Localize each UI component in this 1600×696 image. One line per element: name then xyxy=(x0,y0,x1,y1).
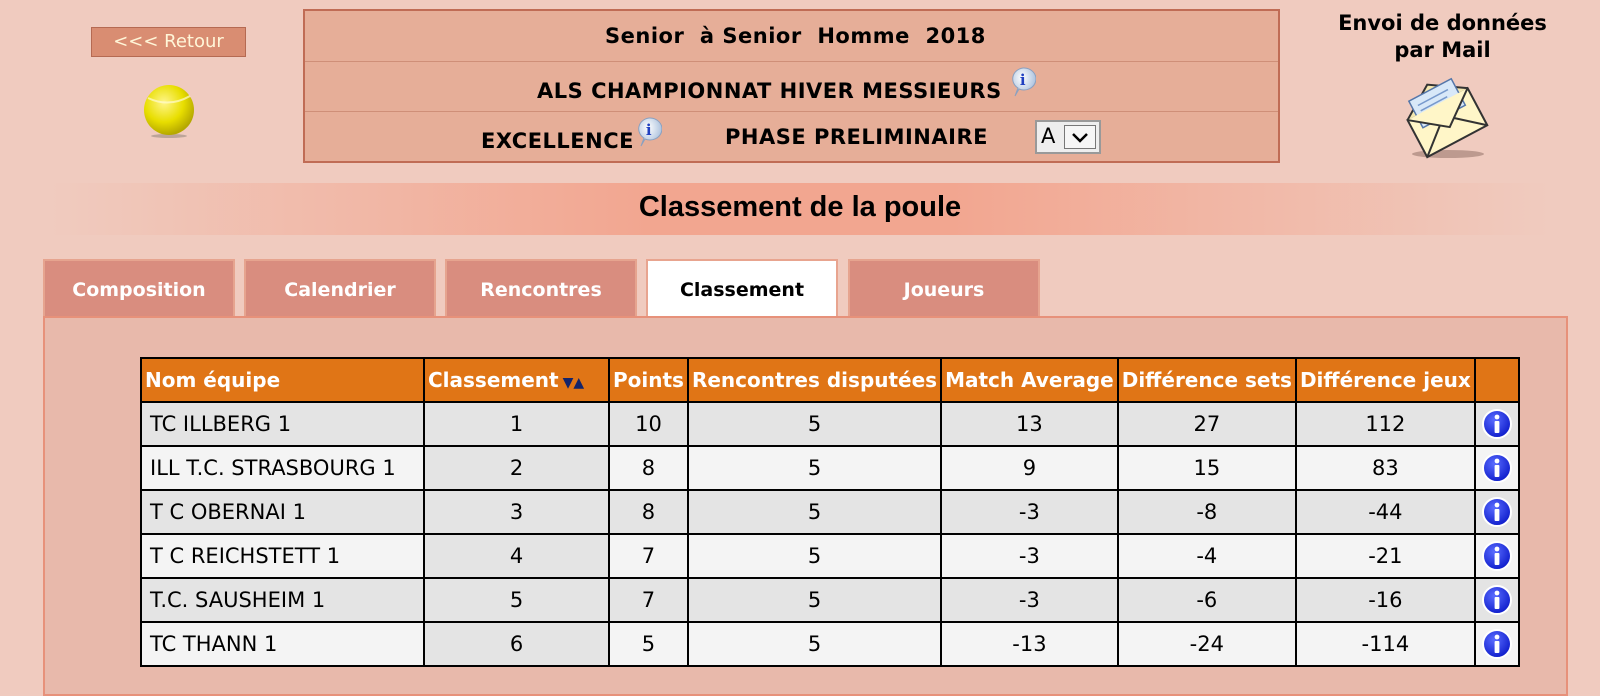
cell-rank: 2 xyxy=(424,446,609,490)
cell-average: -3 xyxy=(941,534,1118,578)
cell-played: 5 xyxy=(688,622,941,666)
cell-games: -44 xyxy=(1296,490,1475,534)
cell-average: -13 xyxy=(941,622,1118,666)
cell-info xyxy=(1475,490,1519,534)
poule-select-value: A xyxy=(1041,124,1056,148)
competition-header xyxy=(303,9,1280,163)
mail-title-line1: Envoi de données xyxy=(1338,11,1547,35)
cell-rank: 3 xyxy=(424,490,609,534)
column-header-sets xyxy=(1118,358,1296,402)
cell-points: 7 xyxy=(609,578,688,622)
column-header-points xyxy=(609,358,688,402)
tab-calendrier[interactable]: Calendrier xyxy=(244,259,436,317)
column-header-games-label: Différence jeux xyxy=(1299,368,1471,392)
column-header-team-label: Nom équipe xyxy=(145,368,281,392)
cell-info xyxy=(1475,534,1519,578)
column-header-games xyxy=(1296,358,1475,402)
header-row-championship xyxy=(305,61,1278,112)
cell-team: TC ILLBERG 1 xyxy=(141,402,424,446)
column-header-team[interactable] xyxy=(141,358,424,402)
table-row xyxy=(141,402,1519,446)
envelope-icon[interactable] xyxy=(1400,72,1492,160)
cell-average: -3 xyxy=(941,578,1118,622)
info-icon[interactable] xyxy=(1481,496,1513,528)
phase-label: PHASE PRELIMINAIRE xyxy=(725,125,988,149)
tab-joueurs[interactable]: Joueurs xyxy=(848,259,1040,317)
column-header-average-label: Match Average xyxy=(945,368,1114,392)
cell-team: T C OBERNAI 1 xyxy=(141,490,424,534)
section-banner xyxy=(50,183,1550,235)
cell-info xyxy=(1475,402,1519,446)
info-icon[interactable] xyxy=(1481,628,1513,660)
tab-rencontres[interactable]: Rencontres xyxy=(445,259,637,317)
cell-rank: 1 xyxy=(424,402,609,446)
svg-text:i: i xyxy=(645,121,653,139)
standings-table xyxy=(140,357,1520,667)
cell-played: 5 xyxy=(688,402,941,446)
column-header-played-label: Rencontres disputées xyxy=(691,368,938,392)
mail-title-line2: par Mail xyxy=(1394,38,1491,62)
cell-info xyxy=(1475,622,1519,666)
column-header-info xyxy=(1475,358,1519,402)
cell-team: TC THANN 1 xyxy=(141,622,424,666)
info-icon[interactable] xyxy=(636,117,662,147)
cell-sets: -24 xyxy=(1118,622,1296,666)
cell-points: 10 xyxy=(609,402,688,446)
cell-played: 5 xyxy=(688,490,941,534)
cell-points: 8 xyxy=(609,446,688,490)
header-row-division xyxy=(305,111,1278,161)
cell-rank: 4 xyxy=(424,534,609,578)
cell-games: -114 xyxy=(1296,622,1475,666)
info-icon[interactable] xyxy=(1481,540,1513,572)
cell-points: 7 xyxy=(609,534,688,578)
info-icon[interactable] xyxy=(1481,584,1513,616)
cell-games: -16 xyxy=(1296,578,1475,622)
cell-sets: 15 xyxy=(1118,446,1296,490)
info-icon[interactable] xyxy=(1481,408,1513,440)
cell-played: 5 xyxy=(688,534,941,578)
table-row xyxy=(141,622,1519,666)
info-icon[interactable] xyxy=(1010,67,1036,97)
cell-points: 8 xyxy=(609,490,688,534)
division-label: EXCELLENCE xyxy=(481,129,634,153)
table-header-row xyxy=(141,358,1519,402)
mail-title xyxy=(1325,10,1560,64)
cell-rank: 6 xyxy=(424,622,609,666)
svg-text:i: i xyxy=(1019,71,1027,89)
info-icon[interactable] xyxy=(1481,452,1513,484)
tab-composition[interactable]: Composition xyxy=(43,259,235,317)
cell-sets: -4 xyxy=(1118,534,1296,578)
cell-average: 9 xyxy=(941,446,1118,490)
column-header-average xyxy=(941,358,1118,402)
cell-games: -21 xyxy=(1296,534,1475,578)
cell-games: 112 xyxy=(1296,402,1475,446)
table-row xyxy=(141,490,1519,534)
cell-sets: 27 xyxy=(1118,402,1296,446)
cell-average: 13 xyxy=(941,402,1118,446)
cell-team: T.C. SAUSHEIM 1 xyxy=(141,578,424,622)
cell-team: T C REICHSTETT 1 xyxy=(141,534,424,578)
column-header-points-label: Points xyxy=(613,368,684,392)
cell-played: 5 xyxy=(688,578,941,622)
sort-arrows-icon[interactable]: ▼▲ xyxy=(562,375,585,391)
cell-average: -3 xyxy=(941,490,1118,534)
cell-rank: 5 xyxy=(424,578,609,622)
category-title: Senior à Senior Homme 2018 xyxy=(605,24,986,48)
cell-games: 83 xyxy=(1296,446,1475,490)
chevron-down-icon[interactable] xyxy=(1064,125,1096,149)
poule-select[interactable] xyxy=(1035,120,1101,154)
championship-title: ALS CHAMPIONNAT HIVER MESSIEURS xyxy=(537,79,1002,103)
column-header-played xyxy=(688,358,941,402)
column-header-rank-label: Classement xyxy=(428,368,559,392)
back-button[interactable]: <<< Retour xyxy=(91,27,246,57)
cell-points: 5 xyxy=(609,622,688,666)
cell-info xyxy=(1475,446,1519,490)
cell-info xyxy=(1475,578,1519,622)
table-row xyxy=(141,578,1519,622)
cell-played: 5 xyxy=(688,446,941,490)
column-header-sets-label: Différence sets xyxy=(1121,368,1292,392)
table-row xyxy=(141,446,1519,490)
cell-sets: -8 xyxy=(1118,490,1296,534)
page-title: Classement de la poule xyxy=(638,191,962,223)
column-header-rank[interactable] xyxy=(424,358,609,402)
cell-sets: -6 xyxy=(1118,578,1296,622)
cell-team: ILL T.C. STRASBOURG 1 xyxy=(141,446,424,490)
table-row xyxy=(141,534,1519,578)
header-row-category xyxy=(305,11,1278,62)
tab-classement[interactable]: Classement xyxy=(646,259,838,317)
tennis-ball-icon xyxy=(142,84,196,138)
